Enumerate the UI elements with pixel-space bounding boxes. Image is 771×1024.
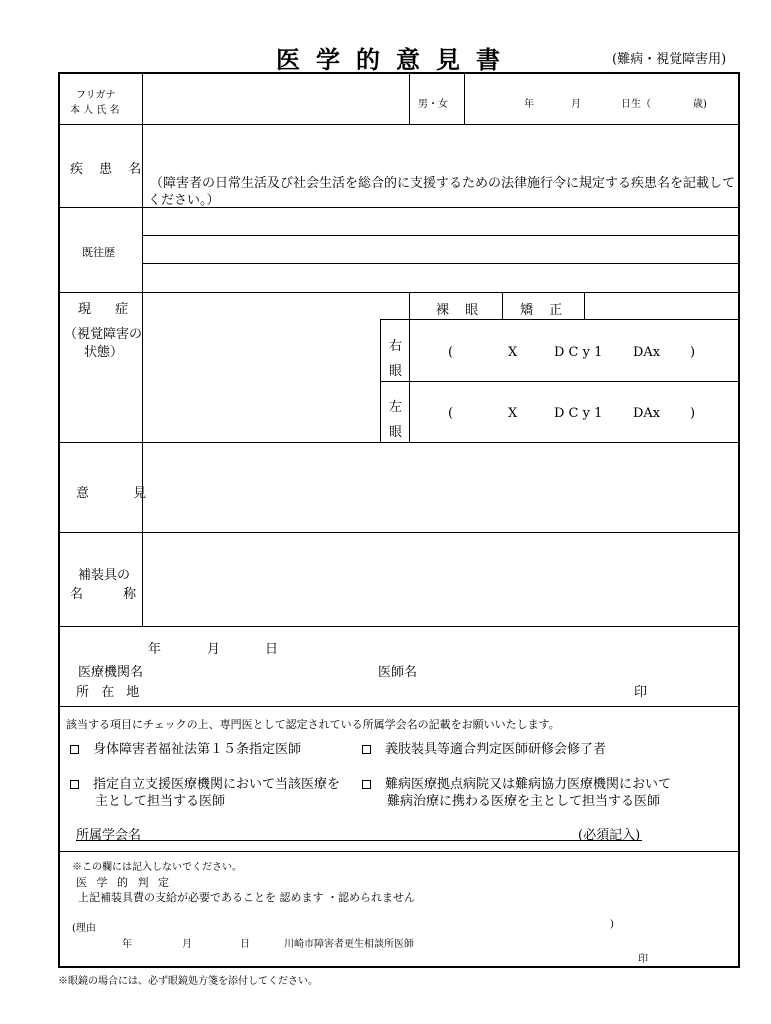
right-eye-cyl: X bbox=[508, 345, 518, 360]
footer-note: ※眼鏡の場合には、必ず眼鏡処方箋を添付してください。 bbox=[58, 976, 318, 987]
right-eye-label: 右 bbox=[389, 339, 403, 354]
history-field[interactable] bbox=[144, 209, 738, 289]
left-eye-cyl: X bbox=[508, 406, 518, 421]
naked-eye-header: 裸 眼 bbox=[436, 303, 485, 318]
society-label: 所属学会名 bbox=[76, 828, 142, 843]
condition-sub-label-2: 状態） bbox=[84, 345, 124, 360]
option-designated-doctor[interactable]: 身体障害者福祉法第１５条指定医師 bbox=[70, 738, 301, 757]
condition-sub-label: （視覚障害の bbox=[64, 327, 143, 342]
divider bbox=[58, 706, 740, 707]
checkbox-icon[interactable] bbox=[70, 780, 79, 789]
certification-instruction: 該当する項目にチェックの上、専門医として認定されている所属学会名の記載をお願いいたします。 bbox=[66, 718, 560, 731]
office-seal: 印 bbox=[638, 954, 648, 965]
equipment-label-2: 名 称 bbox=[70, 587, 155, 602]
opinion-field[interactable] bbox=[144, 444, 738, 530]
left-eye-paren-close: ) bbox=[690, 406, 696, 421]
divider bbox=[58, 851, 740, 852]
name-label: 本 人 氏 名 bbox=[70, 105, 120, 116]
page-title: 医学的意見書 bbox=[276, 45, 516, 74]
date-day: 日 bbox=[265, 642, 279, 657]
checkbox-icon[interactable] bbox=[70, 745, 79, 754]
society-underline bbox=[76, 840, 642, 841]
office-signer: 川崎市障害者更生相談所医師 bbox=[284, 939, 414, 950]
divider bbox=[58, 124, 740, 125]
office-note: ※この欄には記入しないでください。 bbox=[72, 862, 242, 873]
institution-label: 医療機関名 bbox=[78, 665, 144, 680]
society-field[interactable] bbox=[150, 822, 570, 840]
office-day: 日 bbox=[240, 939, 250, 950]
judgement-line: 上記補装具費の支給が必要であることを 認めます ・認められません bbox=[78, 891, 415, 904]
reason-open: (理由 bbox=[72, 923, 96, 934]
right-eye-dax: DAx bbox=[633, 345, 661, 360]
form-subtitle: (難病・視覚障害用) bbox=[612, 52, 727, 67]
disease-note-2: ください。） bbox=[148, 193, 220, 208]
doctor-label: 医師名 bbox=[378, 665, 418, 680]
right-eye-paren-open: ( bbox=[448, 345, 454, 360]
equipment-field[interactable] bbox=[144, 534, 738, 624]
divider bbox=[58, 532, 740, 533]
judgement-label: 医 学 的 判 定 bbox=[76, 876, 172, 889]
checkbox-icon[interactable] bbox=[362, 745, 371, 754]
checkbox-icon[interactable] bbox=[362, 780, 371, 789]
option-self-support-medical-2: 主として担当する医師 bbox=[95, 794, 226, 809]
opinion-label: 意 見 bbox=[76, 486, 167, 501]
furigana-label: フリガナ bbox=[76, 90, 116, 101]
divider bbox=[58, 292, 740, 293]
corrected-header: 矯 正 bbox=[520, 303, 569, 318]
divider bbox=[409, 292, 410, 442]
right-eye-dcy: D C y 1 bbox=[554, 345, 603, 360]
divider bbox=[380, 319, 740, 320]
left-eye-paren-open: ( bbox=[448, 406, 454, 421]
birth-day: 日生（ bbox=[621, 99, 651, 110]
divider bbox=[584, 292, 585, 319]
sex-option[interactable]: 男・女 bbox=[418, 99, 448, 110]
birth-year: 年 bbox=[524, 99, 534, 110]
divider bbox=[142, 72, 143, 626]
office-month: 月 bbox=[182, 939, 192, 950]
right-eye-label-2: 眼 bbox=[389, 364, 403, 379]
right-eye-field[interactable] bbox=[411, 321, 738, 379]
required-note: (必須記入) bbox=[578, 828, 641, 843]
birth-month: 月 bbox=[571, 99, 581, 110]
date-month: 月 bbox=[207, 642, 221, 657]
divider bbox=[58, 626, 740, 627]
left-eye-label: 左 bbox=[389, 400, 403, 415]
divider bbox=[464, 72, 465, 124]
seal-label: 印 bbox=[634, 685, 648, 700]
option-prosthetics-training[interactable]: 義肢装具等適合判定医師研修会修了者 bbox=[362, 738, 606, 757]
disease-label: 疾 患 名 bbox=[70, 162, 148, 177]
left-eye-dcy: D C y 1 bbox=[554, 406, 603, 421]
divider bbox=[380, 381, 740, 382]
equipment-label: 補装具の bbox=[78, 568, 131, 583]
disease-note: （障害者の日常生活及び社会生活を総合的に支援するための法律施行令に規定する疾患名を記載して bbox=[150, 176, 736, 191]
address-label: 所 在 地 bbox=[76, 685, 144, 700]
left-eye-label-2: 眼 bbox=[389, 425, 403, 440]
divider bbox=[58, 442, 740, 443]
left-eye-field[interactable] bbox=[411, 383, 738, 440]
right-eye-paren-close: ) bbox=[690, 345, 696, 360]
disease-field[interactable] bbox=[144, 126, 738, 168]
divider bbox=[502, 292, 503, 319]
office-year: 年 bbox=[122, 939, 132, 950]
age-label: 歳) bbox=[693, 99, 707, 110]
option-self-support-medical[interactable]: 指定自立支援医療機関において当該医療を bbox=[70, 773, 340, 792]
condition-label: 現 症 bbox=[78, 302, 139, 317]
left-eye-dax: DAx bbox=[633, 406, 661, 421]
reason-close: ) bbox=[610, 919, 614, 930]
name-field[interactable] bbox=[144, 74, 406, 122]
history-label: 既往歴 bbox=[82, 246, 115, 259]
divider bbox=[409, 72, 410, 124]
option-intractable-disease[interactable]: 難病医療拠点病院又は難病協力医療機関において bbox=[362, 773, 671, 792]
option-intractable-disease-2: 難病治療に携わる医療を主として担当する医師 bbox=[387, 794, 661, 809]
date-year: 年 bbox=[148, 642, 162, 657]
condition-field[interactable] bbox=[144, 294, 378, 440]
divider bbox=[380, 319, 381, 442]
